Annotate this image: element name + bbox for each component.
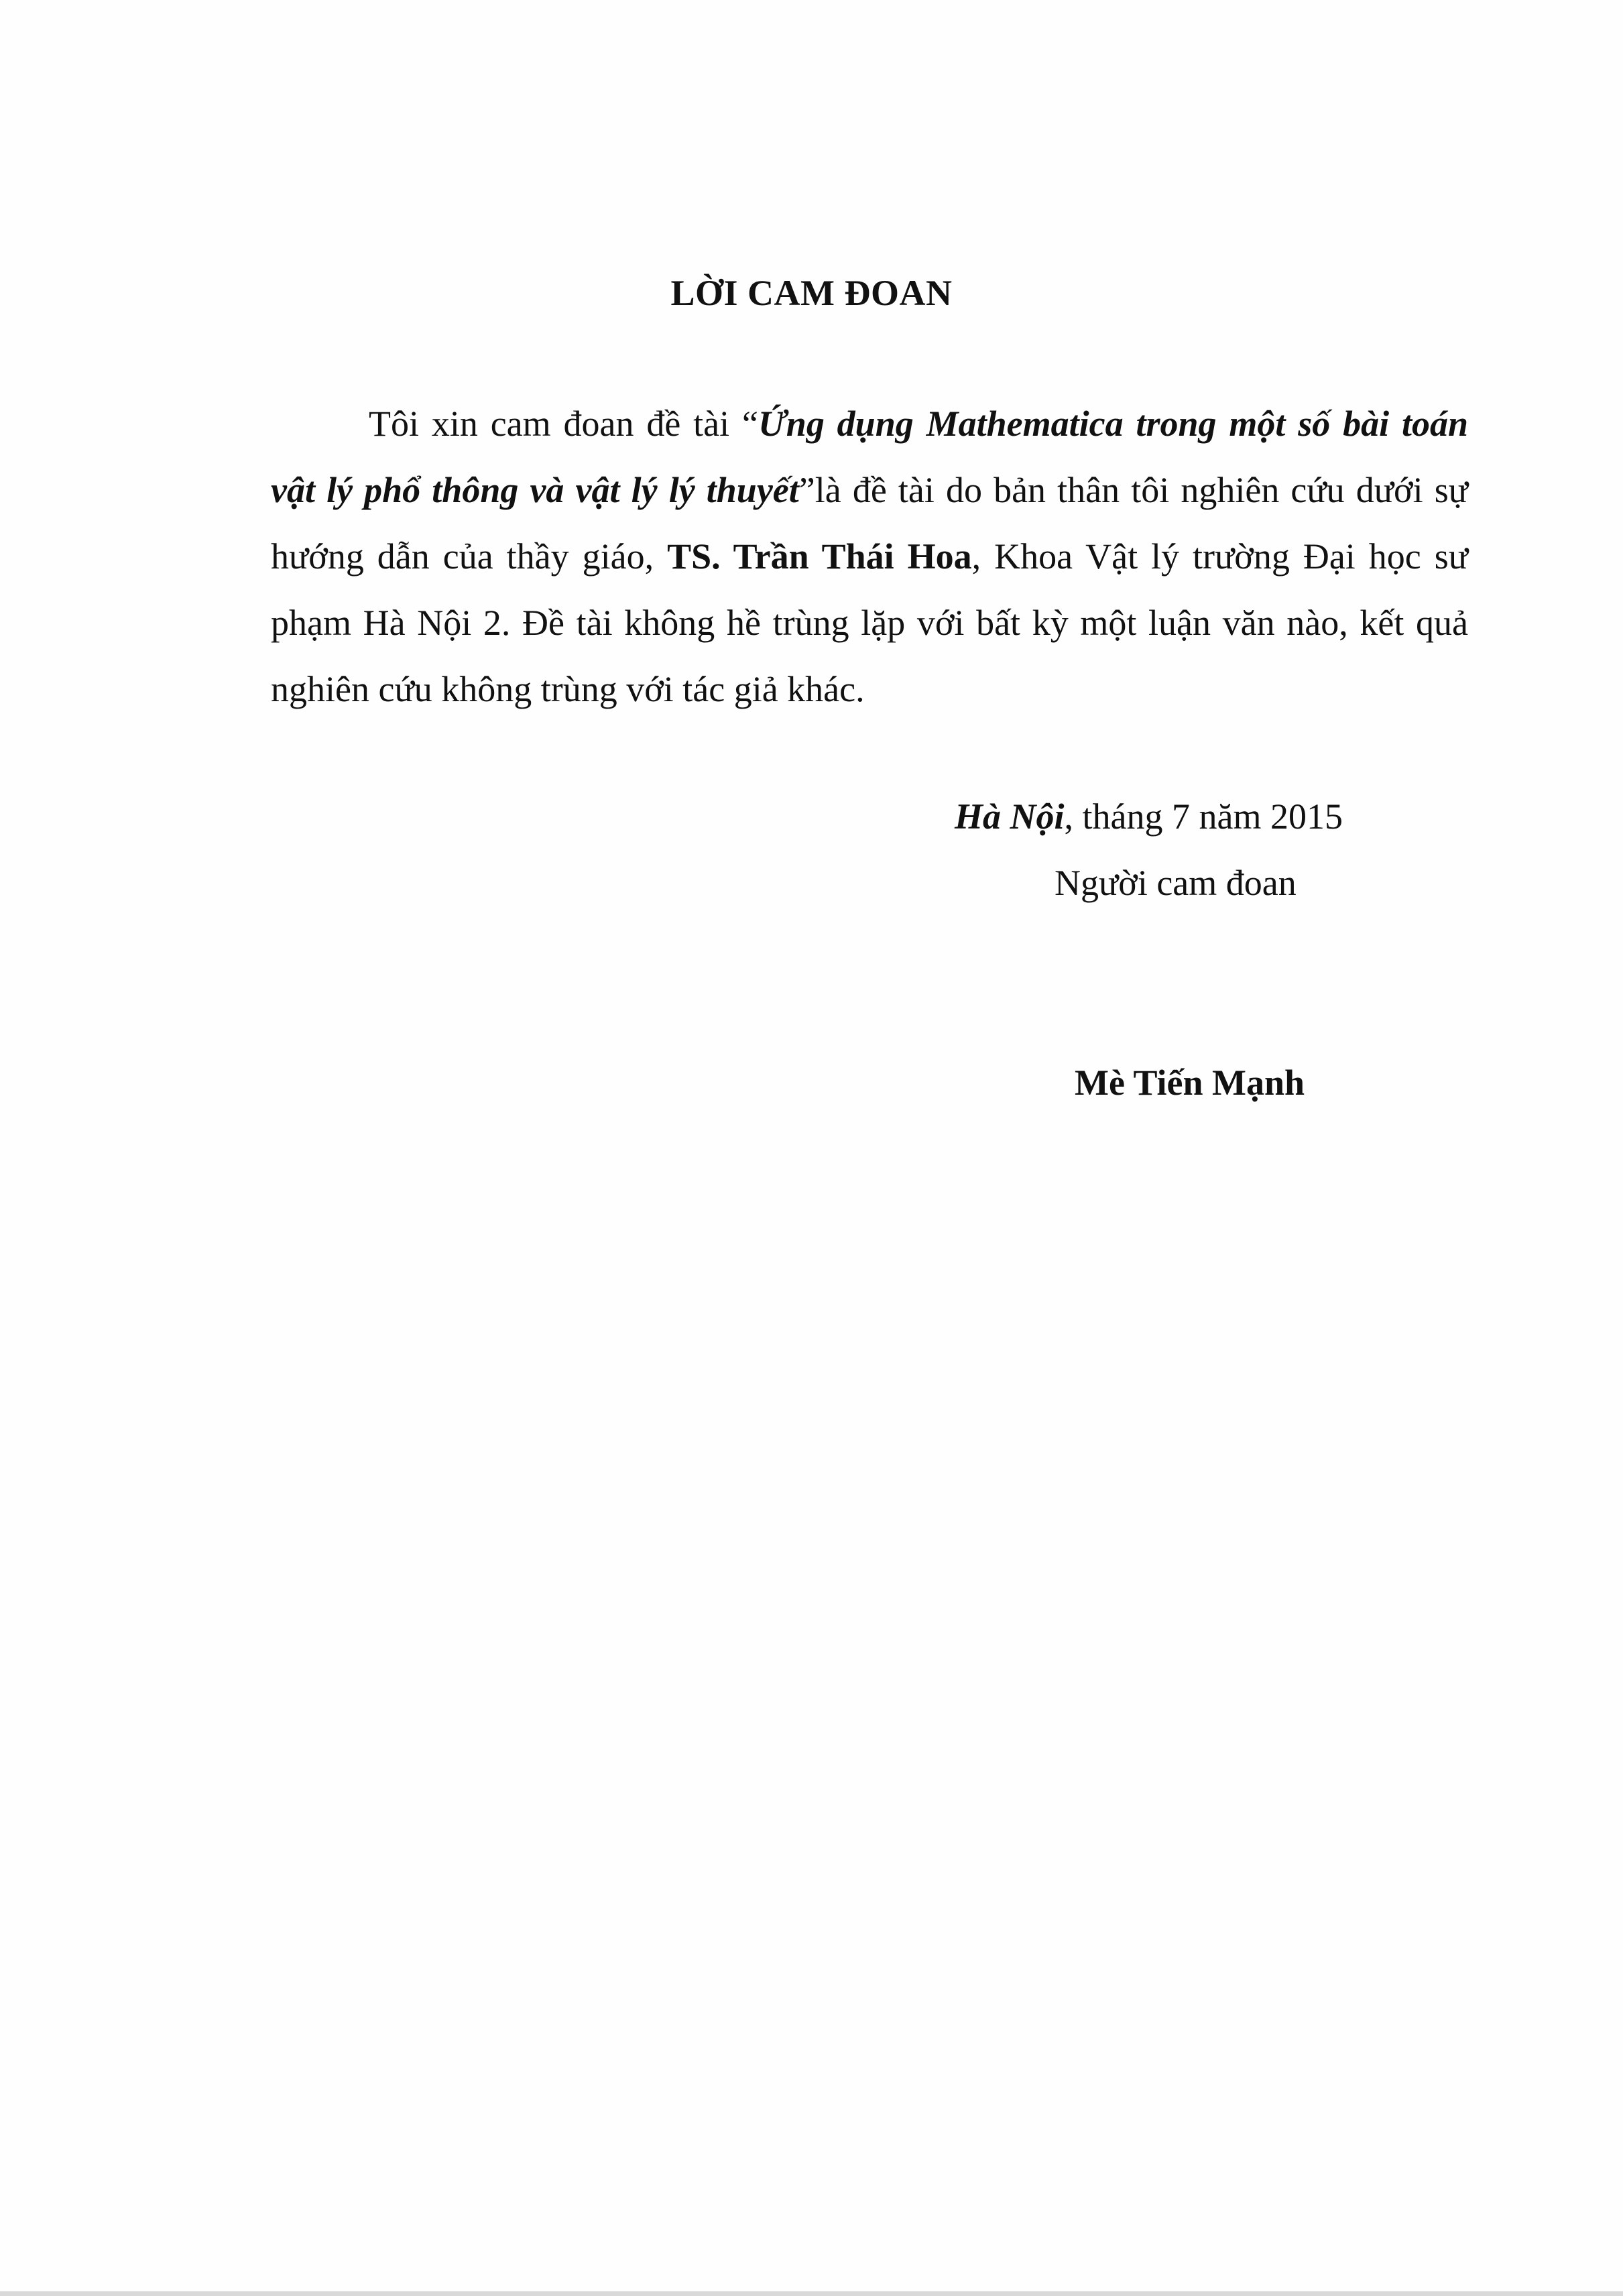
advisor-name: TS. Trần Thái Hoa [667, 536, 972, 577]
thesis-title: Ứng dụng Mathematica trong một số bài toán vật lý phổ thông và vật lý lý thuyết [271, 404, 1468, 510]
declaration-paragraph [271, 391, 1468, 723]
page-bottom-edge [0, 2291, 1623, 2296]
declaration-text-middle: ”là đề tài do bản thân tôi nghiên cứu dưới sự hướng dẫn của thầy giáo, [271, 470, 1468, 577]
page-title: LỜI CAM ĐOAN [670, 273, 953, 313]
declaration-text-intro: Tôi xin cam đoan đề tài “ [369, 404, 758, 444]
place-name: Hà Nội [955, 796, 1065, 837]
date-text: , tháng 7 năm 2015 [1064, 796, 1343, 837]
place-date-line [955, 786, 1343, 847]
signer-name: Mè Tiến Mạnh [1075, 1063, 1305, 1103]
declaration-text-end: , Khoa Vật lý trường Đại học sư phạm Hà Nội 2. Đề tài không hề trùng lặp với bất kỳ một luận văn nào, kết quả nghiên cứu không trùng với tác giả khác. [271, 536, 1468, 709]
signer-role: Người cam đoan [1055, 863, 1297, 903]
